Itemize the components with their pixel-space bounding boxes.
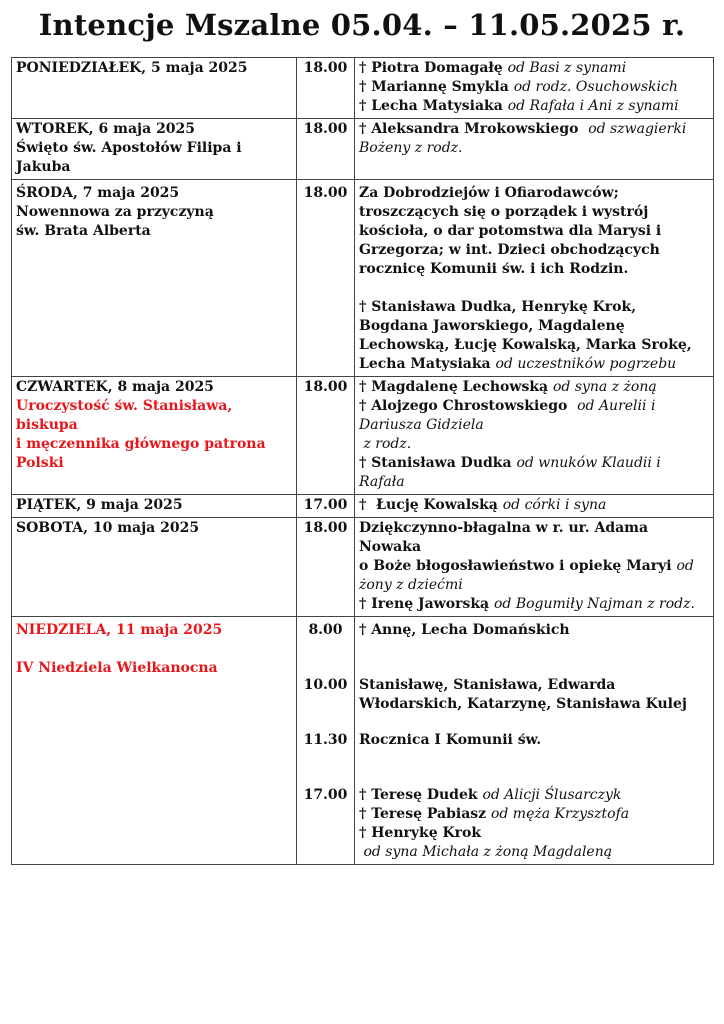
day-label: ŚRODA, 7 maja 2025 <box>16 185 180 201</box>
intention-from: od Basi z synami <box>507 60 627 76</box>
day-cell <box>12 617 297 865</box>
intention-name: † Teresę Pabiasz <box>359 806 487 822</box>
intention-from: od żony z dziećmi <box>359 558 694 593</box>
mass-intentions-table <box>11 57 714 865</box>
table-row-thursday <box>12 377 714 495</box>
intention-name: † Aleksandra Mrokowskiego <box>359 121 579 137</box>
intention-cell <box>355 518 714 617</box>
intention-name: † Stanisława Dudka <box>359 455 512 471</box>
day-cell <box>12 518 297 617</box>
intention-text: Rocznica I Komunii św. <box>359 732 542 748</box>
feast-label: i męczennika głównego patrona Polski <box>16 436 266 471</box>
feast-label: IV Niedziela Wielkanocna <box>16 660 218 676</box>
intention-from: od Bogumiły Najman z rodz. <box>493 596 695 612</box>
intention-text: Za Dobrodziejów i Ofiarodawców; troszczących się o porządek i wystrój kościoła, o dar potomstwa dla Marysi i Grzegorza; w int. Dzieci obchodzących rocznicę Komunii św. i ich Rodzin. <box>359 185 662 277</box>
table-row-tuesday <box>12 119 714 180</box>
table-row-monday <box>12 58 714 119</box>
intention-from: od uczestników pogrzebu <box>495 356 677 372</box>
intention-from: od syna Michała z żoną Magdaleną <box>359 844 613 860</box>
intention-cell <box>355 377 714 495</box>
mass-time: 18.00 <box>297 58 355 119</box>
intention-from: od wnuków Klaudii i Rafała <box>359 455 661 490</box>
mass-time: 18.00 <box>297 377 355 495</box>
intention-from: od szwagierki Bożeny z rodz. <box>359 121 687 156</box>
table-row-friday <box>12 495 714 518</box>
day-label: SOBOTA, 10 maja 2025 <box>16 520 200 536</box>
mass-time: 18.00 <box>297 518 355 617</box>
intention-name: † Henrykę Krok <box>359 825 482 841</box>
intention-name: † Alojzego Chrostowskiego <box>359 398 568 414</box>
mass-time: 8.00 <box>308 622 343 638</box>
intention-text: Stanisławę, Stanisława, Edwarda Włodarskich, Katarzynę, Stanisława Kulej <box>359 677 687 712</box>
intention-text: o Boże błogosławieństwo i opiekę Maryi <box>359 558 672 574</box>
intention-name: † Annę, Lecha Domańskich <box>359 622 570 638</box>
day-cell <box>12 180 297 377</box>
mass-times <box>297 617 355 865</box>
intention-cell <box>355 58 714 119</box>
feast-label: Uroczystość św. Stanisława, biskupa <box>16 398 233 433</box>
intention-name: † Łucję Kowalską <box>359 497 498 513</box>
intention-cell <box>355 180 714 377</box>
day-cell <box>12 119 297 180</box>
intention-name: † Stanisława Dudka, Henrykę Krok, Bogdana Jaworskiego, Magdalenę Lechowską, Łucję Kowalską, Marka Srokę, Lecha Matysiaka <box>359 299 692 372</box>
intention-name: † Irenę Jaworską <box>359 596 490 612</box>
day-label: PONIEDZIAŁEK, 5 maja 2025 <box>16 60 248 76</box>
mass-time: 18.00 <box>297 119 355 180</box>
intention-from-cont: z rodz. <box>359 436 412 452</box>
day-cell <box>12 377 297 495</box>
day-label: NIEDZIELA, 11 maja 2025 <box>16 622 223 638</box>
mass-time: 18.00 <box>297 180 355 377</box>
intention-name: † Piotra Domagałę <box>359 60 503 76</box>
day-label: WTOREK, 6 maja 2025 <box>16 121 196 137</box>
intention-text: Dziękczynno-błagalna w r. ur. Adama Nowaka <box>359 520 649 555</box>
intention-name: † Teresę Dudek <box>359 787 478 803</box>
mass-time: 10.00 <box>303 677 348 693</box>
intention-cell <box>355 617 714 865</box>
day-cell <box>12 495 297 518</box>
feast-label: Święto św. Apostołów Filipa i Jakuba <box>16 140 242 175</box>
day-label: CZWARTEK, 8 maja 2025 <box>16 379 214 395</box>
intention-name: † Magdalenę Lechowską <box>359 379 549 395</box>
intention-from: od rodz. Osuchowskich <box>513 79 678 95</box>
page-title: Intencje Mszalne 05.04. – 11.05.2025 r. <box>38 8 686 42</box>
mass-time: 17.00 <box>303 787 348 803</box>
table-row-saturday <box>12 518 714 617</box>
intention-from: od syna z żoną <box>552 379 657 395</box>
intention-cell <box>355 495 714 518</box>
mass-time: 11.30 <box>303 732 348 748</box>
feast-label: Nowennowa za przyczyną <box>16 204 214 220</box>
day-label: PIĄTEK, 9 maja 2025 <box>16 497 183 513</box>
intention-from: od Rafała i Ani z synami <box>507 98 679 114</box>
intention-cell <box>355 119 714 180</box>
table-row-wednesday <box>12 180 714 377</box>
intention-from: od Alicji Ślusarczyk <box>482 787 622 803</box>
intention-from: od męża Krzysztofa <box>490 806 630 822</box>
feast-label: św. Brata Alberta <box>16 223 151 239</box>
day-cell <box>12 58 297 119</box>
intention-from: od córki i syna <box>502 497 607 513</box>
table-row-sunday <box>12 617 714 865</box>
mass-time: 17.00 <box>297 495 355 518</box>
intention-from: od Aurelii i Dariusza Gidziela <box>359 398 656 433</box>
intention-name: † Lecha Matysiaka <box>359 98 503 114</box>
intention-name: † Mariannę Smykla <box>359 79 509 95</box>
